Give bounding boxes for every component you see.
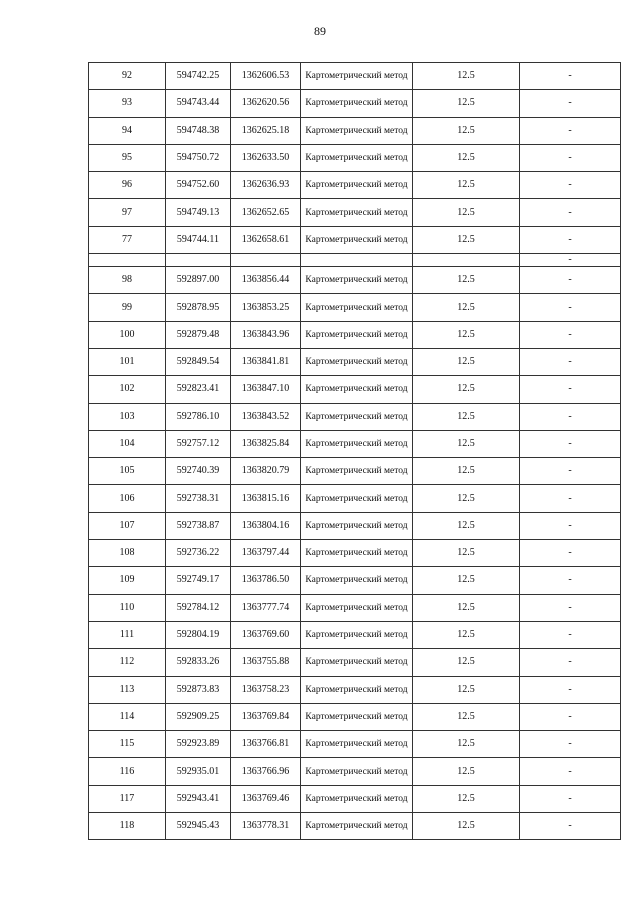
point-number-cell: 99 [89, 294, 166, 321]
table-row [89, 649, 621, 676]
point-number-cell: 108 [89, 540, 166, 567]
method-cell: Картометрический метод [301, 348, 413, 375]
accuracy-cell: 12.5 [413, 594, 520, 621]
x-coordinate-cell: 592873.83 [166, 676, 231, 703]
note-cell: - [520, 199, 621, 226]
method-cell: Картометрический метод [301, 430, 413, 457]
point-number-cell: 112 [89, 649, 166, 676]
table-row [89, 321, 621, 348]
x-coordinate-cell: 592757.12 [166, 430, 231, 457]
y-coordinate-cell: 1363755.88 [231, 649, 301, 676]
point-number-cell: 96 [89, 172, 166, 199]
accuracy-cell: 12.5 [413, 226, 520, 253]
x-coordinate-cell: 594742.25 [166, 63, 231, 90]
point-number-cell: 110 [89, 594, 166, 621]
point-number-cell: 92 [89, 63, 166, 90]
note-cell: - [520, 117, 621, 144]
point-number-cell: 107 [89, 512, 166, 539]
note-cell: - [520, 267, 621, 294]
accuracy-cell: 12.5 [413, 785, 520, 812]
method-cell: Картометрический метод [301, 199, 413, 226]
note-cell: - [520, 63, 621, 90]
table-row [89, 199, 621, 226]
accuracy-cell: 12.5 [413, 703, 520, 730]
table-row [89, 458, 621, 485]
point-number-cell: 114 [89, 703, 166, 730]
note-cell: - [520, 254, 621, 267]
x-coordinate-cell: 592879.48 [166, 321, 231, 348]
method-cell: Картометрический метод [301, 621, 413, 648]
y-coordinate-cell: 1363769.46 [231, 785, 301, 812]
accuracy-cell: 12.5 [413, 267, 520, 294]
x-coordinate-cell: 592823.41 [166, 376, 231, 403]
point-number-cell: 100 [89, 321, 166, 348]
accuracy-cell: 12.5 [413, 621, 520, 648]
y-coordinate-cell: 1363777.74 [231, 594, 301, 621]
x-coordinate-cell: 594744.11 [166, 226, 231, 253]
point-number-cell: 102 [89, 376, 166, 403]
accuracy-cell: 12.5 [413, 540, 520, 567]
y-coordinate-cell: 1362606.53 [231, 63, 301, 90]
method-cell: Картометрический метод [301, 294, 413, 321]
table-row [89, 376, 621, 403]
table-row [89, 348, 621, 375]
table-row [89, 567, 621, 594]
y-coordinate-cell: 1363841.81 [231, 348, 301, 375]
point-number-cell: 104 [89, 430, 166, 457]
x-coordinate-cell: 592897.00 [166, 267, 231, 294]
y-coordinate-cell: 1363825.84 [231, 430, 301, 457]
method-cell: Картометрический метод [301, 90, 413, 117]
note-cell: - [520, 172, 621, 199]
note-cell: - [520, 376, 621, 403]
y-coordinate-cell: 1363856.44 [231, 267, 301, 294]
point-number-cell: 95 [89, 144, 166, 171]
y-coordinate-cell: 1363797.44 [231, 540, 301, 567]
accuracy-cell: 12.5 [413, 403, 520, 430]
x-coordinate-cell: 592945.43 [166, 813, 231, 840]
note-cell: - [520, 430, 621, 457]
accuracy-cell: 12.5 [413, 348, 520, 375]
point-number-cell: 113 [89, 676, 166, 703]
note-cell: - [520, 758, 621, 785]
note-cell: - [520, 144, 621, 171]
method-cell: Картометрический метод [301, 512, 413, 539]
accuracy-cell [413, 254, 520, 267]
table-row [89, 758, 621, 785]
table-row [89, 294, 621, 321]
x-coordinate-cell: 592943.41 [166, 785, 231, 812]
accuracy-cell: 12.5 [413, 90, 520, 117]
method-cell: Картометрический метод [301, 144, 413, 171]
y-coordinate-cell: 1363847.10 [231, 376, 301, 403]
note-cell: - [520, 813, 621, 840]
method-cell: Картометрический метод [301, 567, 413, 594]
table-row [89, 226, 621, 253]
y-coordinate-cell: 1363786.50 [231, 567, 301, 594]
point-number-cell: 117 [89, 785, 166, 812]
note-cell: - [520, 731, 621, 758]
note-cell: - [520, 594, 621, 621]
method-cell: Картометрический метод [301, 676, 413, 703]
y-coordinate-cell: 1362652.65 [231, 199, 301, 226]
accuracy-cell: 12.5 [413, 294, 520, 321]
note-cell: - [520, 567, 621, 594]
method-cell [301, 254, 413, 267]
note-cell: - [520, 703, 621, 730]
method-cell: Картометрический метод [301, 172, 413, 199]
y-coordinate-cell: 1363804.16 [231, 512, 301, 539]
point-number-cell: 101 [89, 348, 166, 375]
method-cell: Картометрический метод [301, 813, 413, 840]
note-cell: - [520, 348, 621, 375]
method-cell: Картометрический метод [301, 649, 413, 676]
point-number-cell: 111 [89, 621, 166, 648]
accuracy-cell: 12.5 [413, 758, 520, 785]
point-number-cell: 105 [89, 458, 166, 485]
method-cell: Картометрический метод [301, 731, 413, 758]
method-cell: Картометрический метод [301, 403, 413, 430]
accuracy-cell: 12.5 [413, 485, 520, 512]
accuracy-cell: 12.5 [413, 567, 520, 594]
x-coordinate-cell: 592738.31 [166, 485, 231, 512]
x-coordinate-cell: 592736.22 [166, 540, 231, 567]
table-row [89, 267, 621, 294]
note-cell: - [520, 785, 621, 812]
note-cell: - [520, 321, 621, 348]
method-cell: Картометрический метод [301, 785, 413, 812]
note-cell: - [520, 90, 621, 117]
table-row [89, 676, 621, 703]
x-coordinate-cell: 592878.95 [166, 294, 231, 321]
y-coordinate-cell: 1363766.96 [231, 758, 301, 785]
y-coordinate-cell: 1363769.60 [231, 621, 301, 648]
accuracy-cell: 12.5 [413, 63, 520, 90]
y-coordinate-cell: 1363820.79 [231, 458, 301, 485]
y-coordinate-cell: 1363769.84 [231, 703, 301, 730]
table-row [89, 621, 621, 648]
method-cell: Картометрический метод [301, 226, 413, 253]
table-row [89, 485, 621, 512]
method-cell: Картометрический метод [301, 594, 413, 621]
x-coordinate-cell: 592935.01 [166, 758, 231, 785]
y-coordinate-cell [231, 254, 301, 267]
table-row [89, 117, 621, 144]
y-coordinate-cell: 1362620.56 [231, 90, 301, 117]
method-cell: Картометрический метод [301, 117, 413, 144]
x-coordinate-cell: 592909.25 [166, 703, 231, 730]
accuracy-cell: 12.5 [413, 676, 520, 703]
note-cell: - [520, 621, 621, 648]
y-coordinate-cell: 1363843.96 [231, 321, 301, 348]
accuracy-cell: 12.5 [413, 813, 520, 840]
method-cell: Картометрический метод [301, 267, 413, 294]
y-coordinate-cell: 1362633.50 [231, 144, 301, 171]
note-cell: - [520, 485, 621, 512]
y-coordinate-cell: 1363843.52 [231, 403, 301, 430]
note-cell: - [520, 458, 621, 485]
y-coordinate-cell: 1363778.31 [231, 813, 301, 840]
table-row [89, 594, 621, 621]
note-cell: - [520, 649, 621, 676]
accuracy-cell: 12.5 [413, 512, 520, 539]
method-cell: Картометрический метод [301, 376, 413, 403]
point-number-cell: 109 [89, 567, 166, 594]
method-cell: Картометрический метод [301, 485, 413, 512]
method-cell: Картометрический метод [301, 540, 413, 567]
note-cell: - [520, 294, 621, 321]
y-coordinate-cell: 1363758.23 [231, 676, 301, 703]
coordinates-table [88, 62, 621, 840]
x-coordinate-cell [166, 254, 231, 267]
x-coordinate-cell: 592804.19 [166, 621, 231, 648]
method-cell: Картометрический метод [301, 758, 413, 785]
y-coordinate-cell: 1363853.25 [231, 294, 301, 321]
x-coordinate-cell: 592740.39 [166, 458, 231, 485]
x-coordinate-cell: 592923.89 [166, 731, 231, 758]
table-row [89, 144, 621, 171]
y-coordinate-cell: 1363766.81 [231, 731, 301, 758]
y-coordinate-cell: 1362625.18 [231, 117, 301, 144]
point-number-cell: 106 [89, 485, 166, 512]
point-number-cell: 77 [89, 226, 166, 253]
method-cell: Картометрический метод [301, 703, 413, 730]
point-number-cell: 97 [89, 199, 166, 226]
accuracy-cell: 12.5 [413, 731, 520, 758]
point-number-cell: 116 [89, 758, 166, 785]
point-number-cell: 93 [89, 90, 166, 117]
y-coordinate-cell: 1362636.93 [231, 172, 301, 199]
accuracy-cell: 12.5 [413, 649, 520, 676]
x-coordinate-cell: 592786.10 [166, 403, 231, 430]
accuracy-cell: 12.5 [413, 430, 520, 457]
accuracy-cell: 12.5 [413, 376, 520, 403]
method-cell: Картометрический метод [301, 321, 413, 348]
point-number-cell: 94 [89, 117, 166, 144]
point-number-cell: 103 [89, 403, 166, 430]
x-coordinate-cell: 594750.72 [166, 144, 231, 171]
note-cell: - [520, 676, 621, 703]
x-coordinate-cell: 594748.38 [166, 117, 231, 144]
x-coordinate-cell: 594749.13 [166, 199, 231, 226]
y-coordinate-cell: 1363815.16 [231, 485, 301, 512]
method-cell: Картометрический метод [301, 458, 413, 485]
table-row [89, 512, 621, 539]
x-coordinate-cell: 592849.54 [166, 348, 231, 375]
table-row [89, 172, 621, 199]
accuracy-cell: 12.5 [413, 458, 520, 485]
note-cell: - [520, 403, 621, 430]
table-row [89, 90, 621, 117]
accuracy-cell: 12.5 [413, 144, 520, 171]
table-row [89, 63, 621, 90]
point-number-cell: 118 [89, 813, 166, 840]
accuracy-cell: 12.5 [413, 199, 520, 226]
x-coordinate-cell: 594752.60 [166, 172, 231, 199]
coordinates-table-body [89, 63, 621, 840]
note-cell: - [520, 226, 621, 253]
accuracy-cell: 12.5 [413, 321, 520, 348]
y-coordinate-cell: 1362658.61 [231, 226, 301, 253]
table-row [89, 703, 621, 730]
x-coordinate-cell: 594743.44 [166, 90, 231, 117]
x-coordinate-cell: 592833.26 [166, 649, 231, 676]
x-coordinate-cell: 592784.12 [166, 594, 231, 621]
point-number-cell: 115 [89, 731, 166, 758]
table-row [89, 540, 621, 567]
x-coordinate-cell: 592738.87 [166, 512, 231, 539]
note-cell: - [520, 512, 621, 539]
accuracy-cell: 12.5 [413, 117, 520, 144]
table-row [89, 430, 621, 457]
table-row [89, 785, 621, 812]
x-coordinate-cell: 592749.17 [166, 567, 231, 594]
method-cell: Картометрический метод [301, 63, 413, 90]
table-row [89, 254, 621, 267]
table-row [89, 813, 621, 840]
point-number-cell: 98 [89, 267, 166, 294]
table-row [89, 731, 621, 758]
note-cell: - [520, 540, 621, 567]
table-row [89, 403, 621, 430]
accuracy-cell: 12.5 [413, 172, 520, 199]
point-number-cell [89, 254, 166, 267]
page-number: 89 [314, 24, 326, 38]
